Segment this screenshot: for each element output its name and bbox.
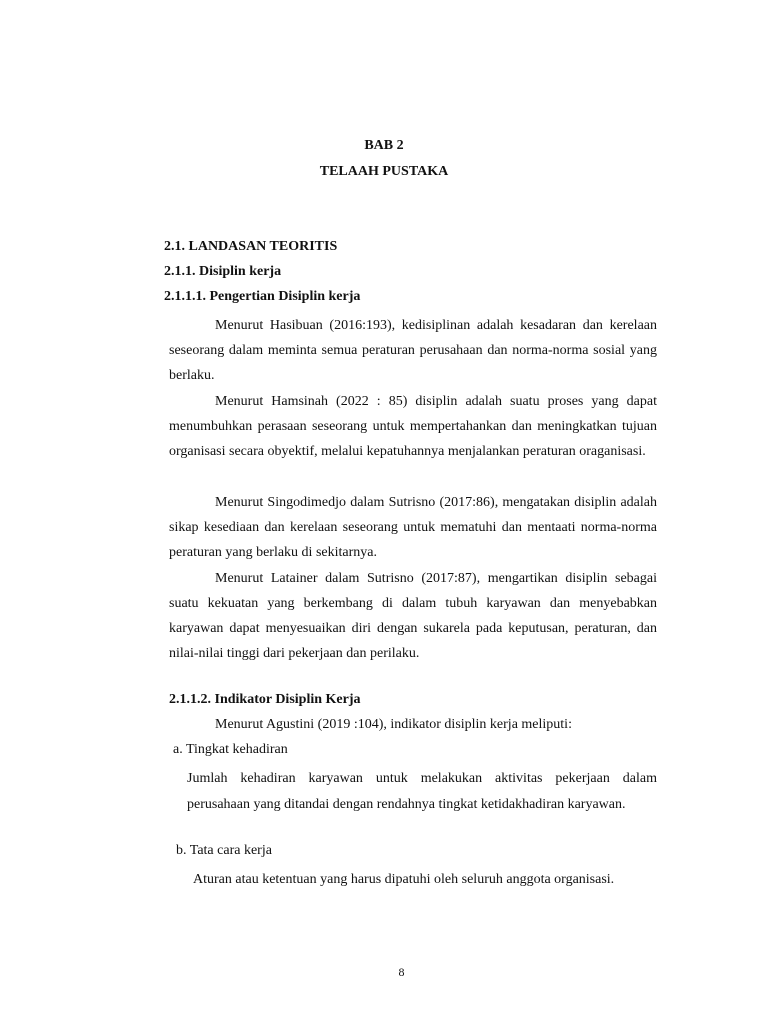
list-item-body: Aturan atau ketentuan yang harus dipatuhi oleh seluruh anggota organisasi. [193, 872, 615, 887]
paragraph-singodimedjo: Menurut Singodimedjo dalam Sutrisno (2017:86), mengatakan disiplin adalah sikap kesediaan dan kerelaan seseorang untuk mematuhi dan mentaati norma-norma peraturan yang berlaku di sekitarnya. [169, 495, 657, 560]
list-item-label: a. Tingkat kehadiran [173, 742, 288, 757]
list-item-body: Jumlah kehadiran karyawan untuk melakukan aktivitas pekerjaan dalam perusahaan yang ditandai dengan rendahnya tingkat ketidakhadiran karyawan. [187, 771, 657, 812]
list-item-label: b. Tata cara kerja [176, 843, 272, 858]
section-heading-2-1-1: 2.1.1. Disiplin kerja [164, 264, 282, 279]
section-heading-2-1: 2.1. LANDASAN TEORITIS [164, 239, 338, 254]
paragraph-hasibuan: Menurut Hasibuan (2016:193), kedisiplinan adalah kesadaran dan kerelaan seseorang dalam meminta semua peraturan perusahaan dan norma-norma sosial yang berlaku. [169, 318, 657, 383]
paragraph-hamsinah: Menurut Hamsinah (2022 : 85) disiplin adalah suatu proses yang dapat menumbuhkan perasaan seseorang untuk mempertahankan dan meningkatkan tujuan organisasi secara obyektif, melalui kepatuhannya menjalankan peraturan oraganisasi. [169, 394, 657, 459]
chapter-number: BAB 2 [364, 138, 404, 153]
paragraph-latainer: Menurut Latainer dalam Sutrisno (2017:87), mengartikan disiplin sebagai suatu kekuatan yang berkembang di dalam tubuh karyawan dan menyebabkan karyawan dapat menyesuaikan diri dengan sukarela pada keputusan, peraturan, dan nilai-nilai tinggi dari pekerjaan dan perilaku. [169, 571, 657, 661]
chapter-title: TELAAH PUSTAKA [319, 164, 449, 179]
page-number: 8 [398, 965, 405, 979]
section-heading-2-1-1-2: 2.1.1.2. Indikator Disiplin Kerja [169, 692, 361, 707]
paragraph-agustini: Menurut Agustini (2019 :104), indikator disiplin kerja meliputi: [215, 717, 572, 732]
section-heading-2-1-1-1: 2.1.1.1. Pengertian Disiplin kerja [164, 289, 361, 304]
